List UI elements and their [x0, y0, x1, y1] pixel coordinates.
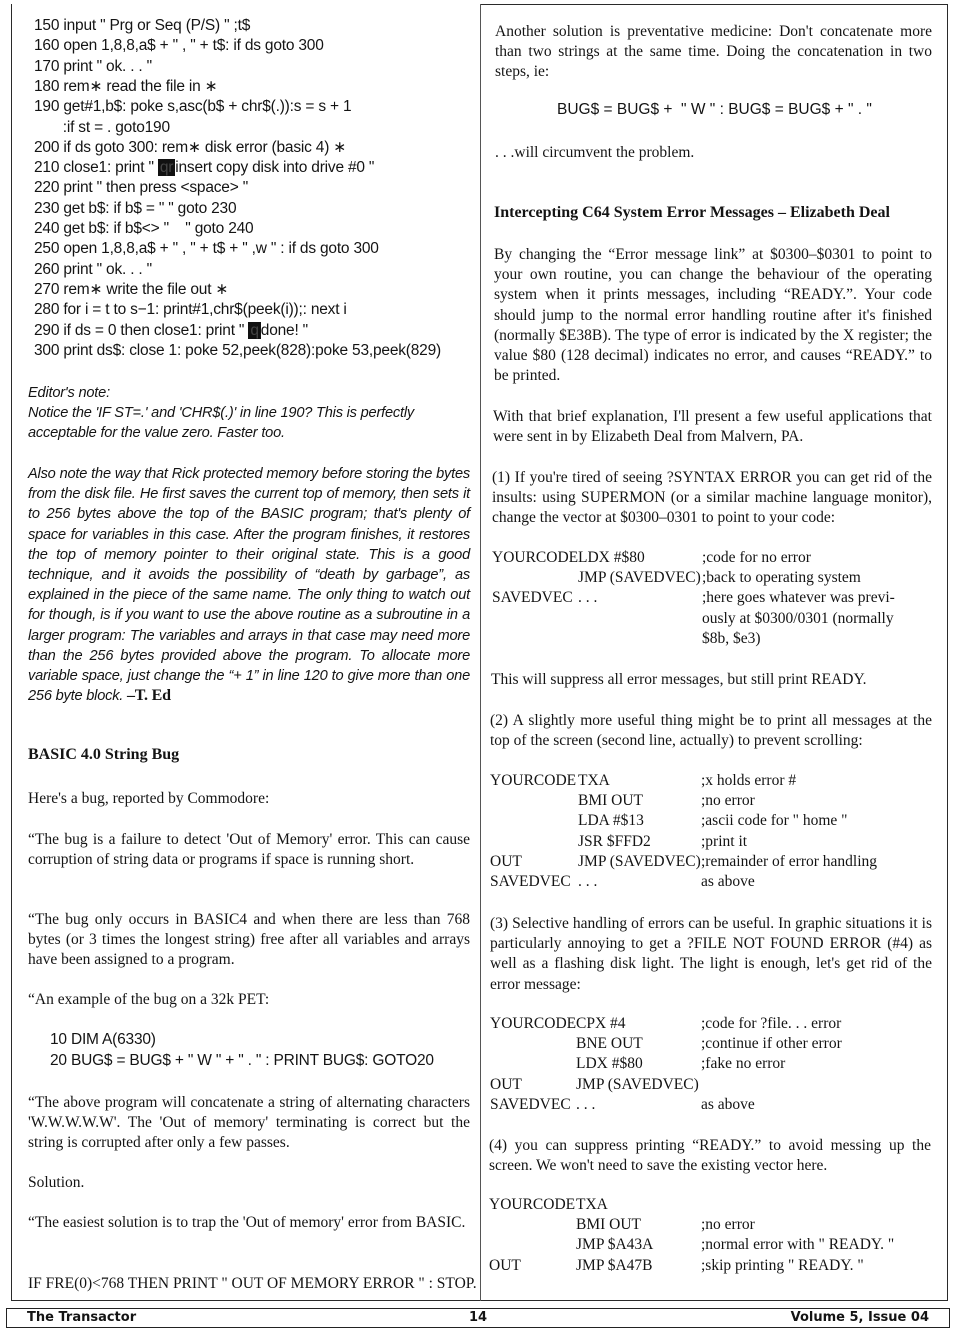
asm-label: SAVEDVEC [490, 873, 571, 890]
asm-op: CPX #4 [576, 1015, 626, 1032]
code-text: 260 print " ok. . . " [34, 260, 152, 278]
solution-code: IF FRE(0)<768 THEN PRINT " OUT OF MEMORY ERROR " : STOP. [28, 1275, 477, 1292]
code-line [34, 36, 324, 56]
asm-op: BNE OUT [576, 1035, 643, 1053]
asm-comment: ;x holds error # [701, 772, 797, 789]
code-text: 170 print " ok. . . " [34, 57, 152, 75]
code-text: 280 for i = t to s−1: print#1,chr$(peek(i));: next i [34, 301, 347, 319]
asm-comment: ;code for no error [702, 549, 811, 566]
code-text: 250 open 1,8,8,a$ + " , " + t$ + " ,w " : if ds goto 300 [34, 240, 379, 258]
asm-comment: ;continue if other error [701, 1035, 842, 1053]
editors-note-line-1: Notice the 'IF ST=.' and 'CHR$(.)' in line 190? This is perfectly [28, 405, 414, 421]
paragraph-bug-description: “The bug is a failure to detect 'Out of Memory' error. This can cause corruption of string data or programs if space is running short. [28, 831, 470, 869]
paragraph-easiest-solution: “The easiest solution is to trap the 'Out of memory' error from BASIC. [28, 1214, 466, 1231]
paragraph-example-result: “The above program will concatenate a string of alternating characters 'W.W.W.W.W'. The 'Out of memory' terminating is correct but the string is corrupted after only a few passes. [28, 1094, 470, 1152]
code-text: 240 get b$: if b$<> " " goto 240 [34, 220, 254, 237]
item-1-syntax-error: (1) If you're tired of seeing ?SYNTAX ERROR you can get rid of the insults: using SUPERMON (or a similar machine language monitor), change the vector at $0300–0301 to point to your code: [492, 469, 932, 527]
asm-label: YOURCODE [489, 1196, 576, 1213]
code-text: insert copy disk into drive #0 " [175, 159, 375, 177]
code-line [34, 341, 441, 361]
asm-op: TXA [578, 772, 610, 789]
asm-op: . . . [578, 589, 598, 607]
asm-comment: $8b, $e3) [702, 629, 761, 647]
asm-op: LDX #$80 [576, 1055, 643, 1073]
asm-op: JMP (SAVEDVEC) [578, 569, 701, 587]
asm-comment: ;normal error with " READY. " [701, 1236, 895, 1254]
example-code-line-1: 10 DIM A(6330) [50, 1031, 156, 1048]
paragraph-circumvent: . . .will circumvent the problem. [495, 144, 695, 161]
asm-label: SAVEDVEC [492, 589, 573, 607]
footer-issue: Volume 5, Issue 04 [790, 1310, 929, 1325]
asm-comment: ;back to operating system [702, 569, 861, 587]
code-text: done! " [260, 321, 308, 339]
editors-note-line-2: acceptable for the value zero. Faster too. [28, 425, 285, 441]
code-line [34, 77, 217, 97]
editors-note-label: Editor's note: [28, 385, 110, 401]
section-heading-basic-string-bug: BASIC 4.0 String Bug [28, 746, 180, 763]
code-line [34, 260, 152, 280]
asm-label: YOURCODE [490, 1015, 577, 1032]
asm-label: OUT [490, 852, 522, 870]
asm-label: SAVEDVEC [490, 1095, 571, 1113]
asm-op: LDA #$13 [578, 812, 644, 830]
code-line [34, 219, 253, 239]
code-line [34, 57, 152, 77]
item-3-selective-handling: (3) Selective handling of errors can be useful. In graphic situations it is particularly annoying to get a ?FILE NOT FOUND ERROR (#4) as well as a flashing disk light. The light is enough, let's get rid of the error message: [490, 915, 932, 993]
asm-comment: ;no error [701, 792, 755, 810]
example-code-line-2: 20 BUG$ = BUG$ + " W " + " . " : PRINT BUG$: GOTO20 [50, 1052, 434, 1069]
code-line [34, 321, 308, 341]
asm-op: LDX #$80 [578, 549, 645, 566]
code-text: 290 if ds = 0 then close1: print " [34, 321, 249, 339]
asm-comment: ;code for ?file. . . error [701, 1015, 842, 1032]
code-line [34, 239, 379, 259]
asm-op: JSR $FFD2 [578, 832, 651, 850]
code-line [34, 199, 236, 219]
asm-op: JMP $A43A [576, 1236, 654, 1254]
paragraph-solution-label: Solution. [28, 1174, 85, 1191]
column-divider [480, 4, 481, 1301]
footer-page-number: 14 [469, 1310, 488, 1325]
asm-op: . . . [576, 1095, 596, 1113]
code-line [34, 138, 346, 158]
asm-comment: as above [701, 873, 755, 890]
paragraph-preventative: Another solution is preventative medicine: Don't concatenate more than two strings at the same time. Doing the concatenation in two steps, ie: [495, 23, 932, 81]
code-line [34, 97, 351, 117]
right-column-box-top [480, 4, 948, 5]
asm-comment: ously at $0300/0301 (normally [702, 609, 894, 627]
asm-op: TXA [576, 1196, 608, 1213]
page-footer [6, 1308, 950, 1328]
footer-magazine-name: The Transactor [27, 1310, 137, 1325]
item-2-top-of-screen: (2) A slightly more useful thing might be to print all messages at the top of the screen (second line, actually) to prevent scrolling: [490, 712, 932, 750]
code-text: 180 rem∗ read the file in ∗ [34, 77, 218, 95]
asm-op: JMP (SAVEDVEC) [576, 1075, 699, 1093]
code-line [34, 300, 347, 320]
item-4-suppress-ready: (4) you can suppress printing “READY.” to avoid messing up the screen. We won't need to save the existing vector here. [489, 1137, 931, 1175]
paragraph-error-link: By changing the “Error message link” at $0300–$0301 to point to your own routine, you can change the behaviour of the operating system when it prints messages, including “READY.”. Your code should jump to the normal error handling routine after it's finished (normally $E38B). The type of error is indicated by the X register; the value $80 (128 decimal) indicates no error, and causes “READY.” to be printed. [494, 246, 932, 385]
asm-op: JMP $A47B [576, 1256, 653, 1274]
asm-op: JMP (SAVEDVEC) [578, 852, 701, 870]
code-line [34, 280, 228, 300]
code-text: 190 get#1,b$: poke s,asc(b$ + chr$(.)):s = s + 1 [34, 98, 352, 116]
code-text: 210 close1: print " [34, 159, 158, 177]
asm-comment: ;remainder of error handling [701, 852, 878, 870]
reverse-video-control-chars: q [250, 321, 259, 339]
paragraph-example-intro: “An example of the bug on a 32k PET: [28, 991, 270, 1008]
code-text: 270 rem∗ write the file out ∗ [34, 280, 229, 298]
asm-comment: ;no error [701, 1216, 755, 1234]
code-line [34, 118, 170, 138]
paragraph-applications: With that brief explanation, I'll present a few useful applications that were sent in by Elizabeth Deal from Malvern, PA. [493, 408, 932, 446]
asm-label: OUT [490, 1075, 522, 1093]
code-text: 230 get b$: if b$ = " " goto 230 [34, 199, 237, 217]
section-heading-intercepting-errors: Intercepting C64 System Error Messages – Elizabeth Deal [494, 204, 890, 221]
code-line [34, 16, 250, 36]
code-text: 300 print ds$: close 1: poke 52,peek(828):poke 53,peek(829) [34, 341, 441, 359]
asm-label: YOURCODE [490, 772, 577, 789]
asm-comment: ;skip printing " READY. " [701, 1256, 864, 1274]
asm-op: BMI OUT [576, 1216, 642, 1234]
paragraph-intro: Here's a bug, reported by Commodore: [28, 790, 270, 807]
code-line [34, 178, 248, 198]
code-line [34, 158, 374, 178]
item-1-after: This will suppress all error messages, but still print READY. [491, 671, 867, 688]
also-note-text: Also note the way that Rick protected memory before storing the bytes from the disk file. He first saves the current top of memory, then sets it to 256 bytes above the top of the BASIC program; that's plenty of space for variables in this case. After the program finishes, it restores the top of memory pointer to their original state. This is a good technique, and it avoids the possibility of “death by garbage”, as explained in the piece of the same name. The only thing to watch out for though, is if you want to use the above routine as a subroutine in a larger program: The variables and arrays in that case may need more than the 256 bytes provided above the program. To allocate more variable space, just change the “+ 1” in line 120 to give more than one 256 byte block. [28, 466, 470, 705]
paragraph-bug-occurs: “The bug only occurs in BASIC4 and when there are less than 768 bytes (or 3 times the longest string) free after all variables and arrays have been assigned to a program. [28, 911, 470, 969]
asm-comment: ;fake no error [701, 1055, 786, 1073]
editors-also-note [28, 464, 470, 706]
asm-label: OUT [489, 1256, 521, 1274]
asm-comment: ;here goes whatever was previ- [702, 589, 895, 607]
editor-signature: –T. Ed [123, 687, 171, 705]
code-text: 220 print " then press <space> " [34, 179, 248, 197]
asm-op: . . . [578, 873, 598, 890]
reverse-video-control-chars: qr [159, 159, 174, 177]
asm-comment: ;print it [701, 832, 748, 850]
code-text: 160 open 1,8,8,a$ + " , " + t$: if ds goto 300 [34, 37, 324, 55]
asm-label: YOURCODE [492, 549, 579, 566]
asm-comment: ;ascii code for " home " [701, 812, 848, 830]
code-text: 200 if ds goto 300: rem∗ disk error (basic 4) ∗ [34, 138, 347, 156]
asm-comment: as above [701, 1095, 755, 1113]
code-text: 150 input " Prg or Seq (P/S) " ;t$ [34, 17, 251, 34]
code-text: :if st = . goto190 [34, 118, 170, 136]
two-step-concat-code: BUG$ = BUG$ + " W " : BUG$ = BUG$ + " . " [557, 101, 872, 118]
asm-op: BMI OUT [578, 792, 644, 810]
